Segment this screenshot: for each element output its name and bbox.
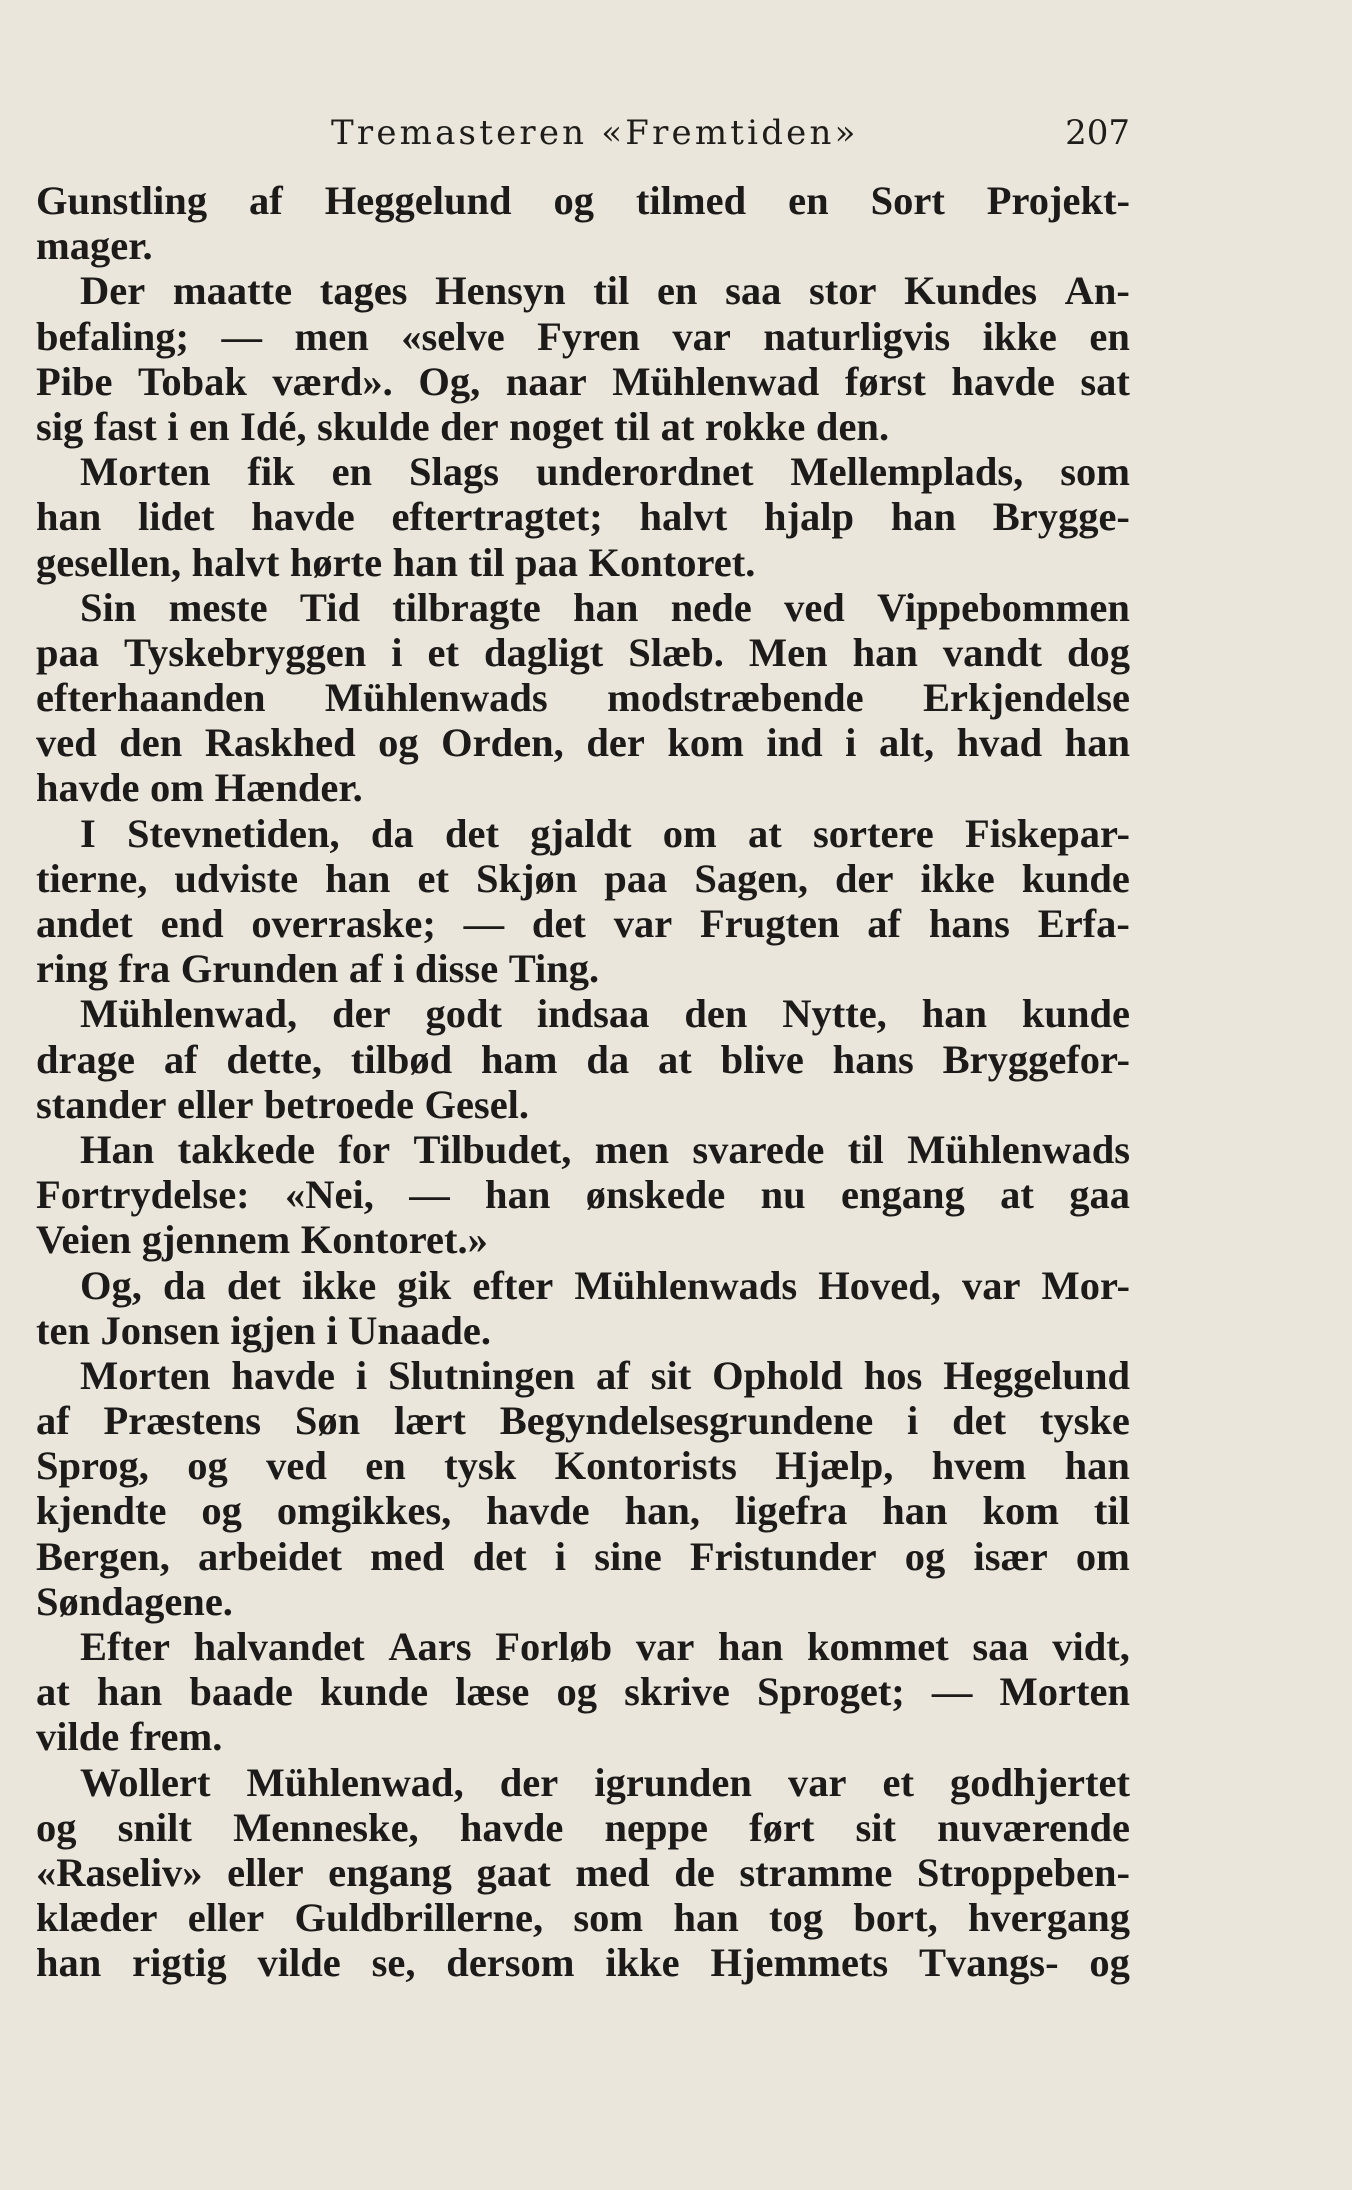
text-line: og snilt Menneske, havde neppe ført sit nuværende: [36, 1804, 1130, 1850]
text-line: han lidet havde eftertragtet; halvt hjalp han Brygge-: [36, 494, 1130, 540]
text-line: andet end overraske; — det var Frugten af hans Erfa-: [36, 901, 1130, 946]
text-line: Veien gjennem Kontoret.»: [36, 1217, 488, 1263]
text-line: havde om Hænder.: [36, 765, 363, 811]
running-title: Tremasteren «Fremtiden»: [331, 113, 859, 153]
text-line: Gunstling af Heggelund og tilmed en Sort Projekt-: [36, 178, 1130, 223]
page-number: 207: [1065, 113, 1130, 153]
text-line: Og, da det ikke gik efter Mühlenwads Hoved, var Mor-: [80, 1262, 1130, 1308]
text-line: Pibe Tobak værd». Og, naar Mühlenwad først havde sat: [36, 358, 1130, 404]
text-line: klæder eller Guldbrillerne, som han tog bort, hvergang: [36, 1895, 1130, 1941]
text-line: ring fra Grunden af i disse Ting.: [36, 946, 600, 992]
text-line: Efter halvandet Aars Forløb var han kommet saa vidt,: [80, 1624, 1130, 1669]
body-text: [36, 178, 1130, 1986]
text-line: stander eller betroede Gesel.: [36, 1081, 530, 1127]
text-line: at han baade kunde læse og skrive Sproget; — Morten: [36, 1669, 1130, 1715]
text-line: ved den Raskhed og Orden, der kom ind i alt, hvad han: [36, 720, 1130, 766]
text-line: I Stevnetiden, da det gjaldt om at sortere Fiskepar-: [80, 810, 1130, 856]
text-line: Wollert Mühlenwad, der igrunden var et godhjertet: [80, 1759, 1130, 1805]
text-line: drage af dette, tilbød ham da at blive hans Bryggefor-: [36, 1036, 1130, 1082]
text-line: han rigtig vilde se, dersom ikke Hjemmets Tvangs- og: [36, 1940, 1130, 1986]
text-line: vilde frem.: [36, 1714, 223, 1760]
text-line: mager.: [36, 223, 153, 269]
text-line: Bergen, arbeidet med det i sine Fristunder og især om: [36, 1533, 1130, 1579]
text-line: befaling; — men «selve Fyren var naturligvis ikke en: [36, 313, 1130, 359]
text-line: gesellen, halvt hørte han til paa Kontoret.: [36, 539, 756, 585]
text-line: Fortrydelse: «Nei, — han ønskede nu engang at gaa: [36, 1172, 1130, 1218]
text-line: Sprog, og ved en tysk Kontorists Hjælp, hvem han: [36, 1443, 1130, 1489]
text-line: Sin meste Tid tilbragte han nede ved Vippebommen: [80, 584, 1130, 630]
text-line: Søndagene.: [36, 1578, 233, 1624]
text-line: Han takkede for Tilbudet, men svarede til Mühlenwads: [80, 1126, 1130, 1172]
text-line: ten Jonsen igjen i Unaade.: [36, 1307, 492, 1353]
text-line: sig fast i en Idé, skulde der noget til at rokke den.: [36, 403, 890, 449]
text-line: Morten havde i Slutningen af sit Ophold hos Heggelund: [80, 1352, 1130, 1398]
text-line: efterhaanden Mühlenwads modstræbende Erkjendelse: [36, 675, 1130, 721]
text-line: kjendte og omgikkes, havde han, ligefra han kom til: [36, 1488, 1130, 1534]
text-line: Morten fik en Slags underordnet Mellemplads, som: [80, 449, 1130, 495]
text-line: «Raseliv» eller engang gaat med de stramme Stroppeben-: [36, 1849, 1130, 1895]
text-line: tierne, udviste han et Skjøn paa Sagen, der ikke kunde: [36, 855, 1130, 901]
running-head: [36, 108, 1130, 158]
text-line: paa Tyskebryggen i et dagligt Slæb. Men han vandt dog: [36, 629, 1130, 675]
text-line: Mühlenwad, der godt indsaa den Nytte, han kunde: [80, 991, 1130, 1037]
text-line: af Præstens Søn lært Begyndelsesgrundene i det tyske: [36, 1398, 1130, 1444]
text-line: Der maatte tages Hensyn til en saa stor Kundes An-: [80, 268, 1130, 314]
